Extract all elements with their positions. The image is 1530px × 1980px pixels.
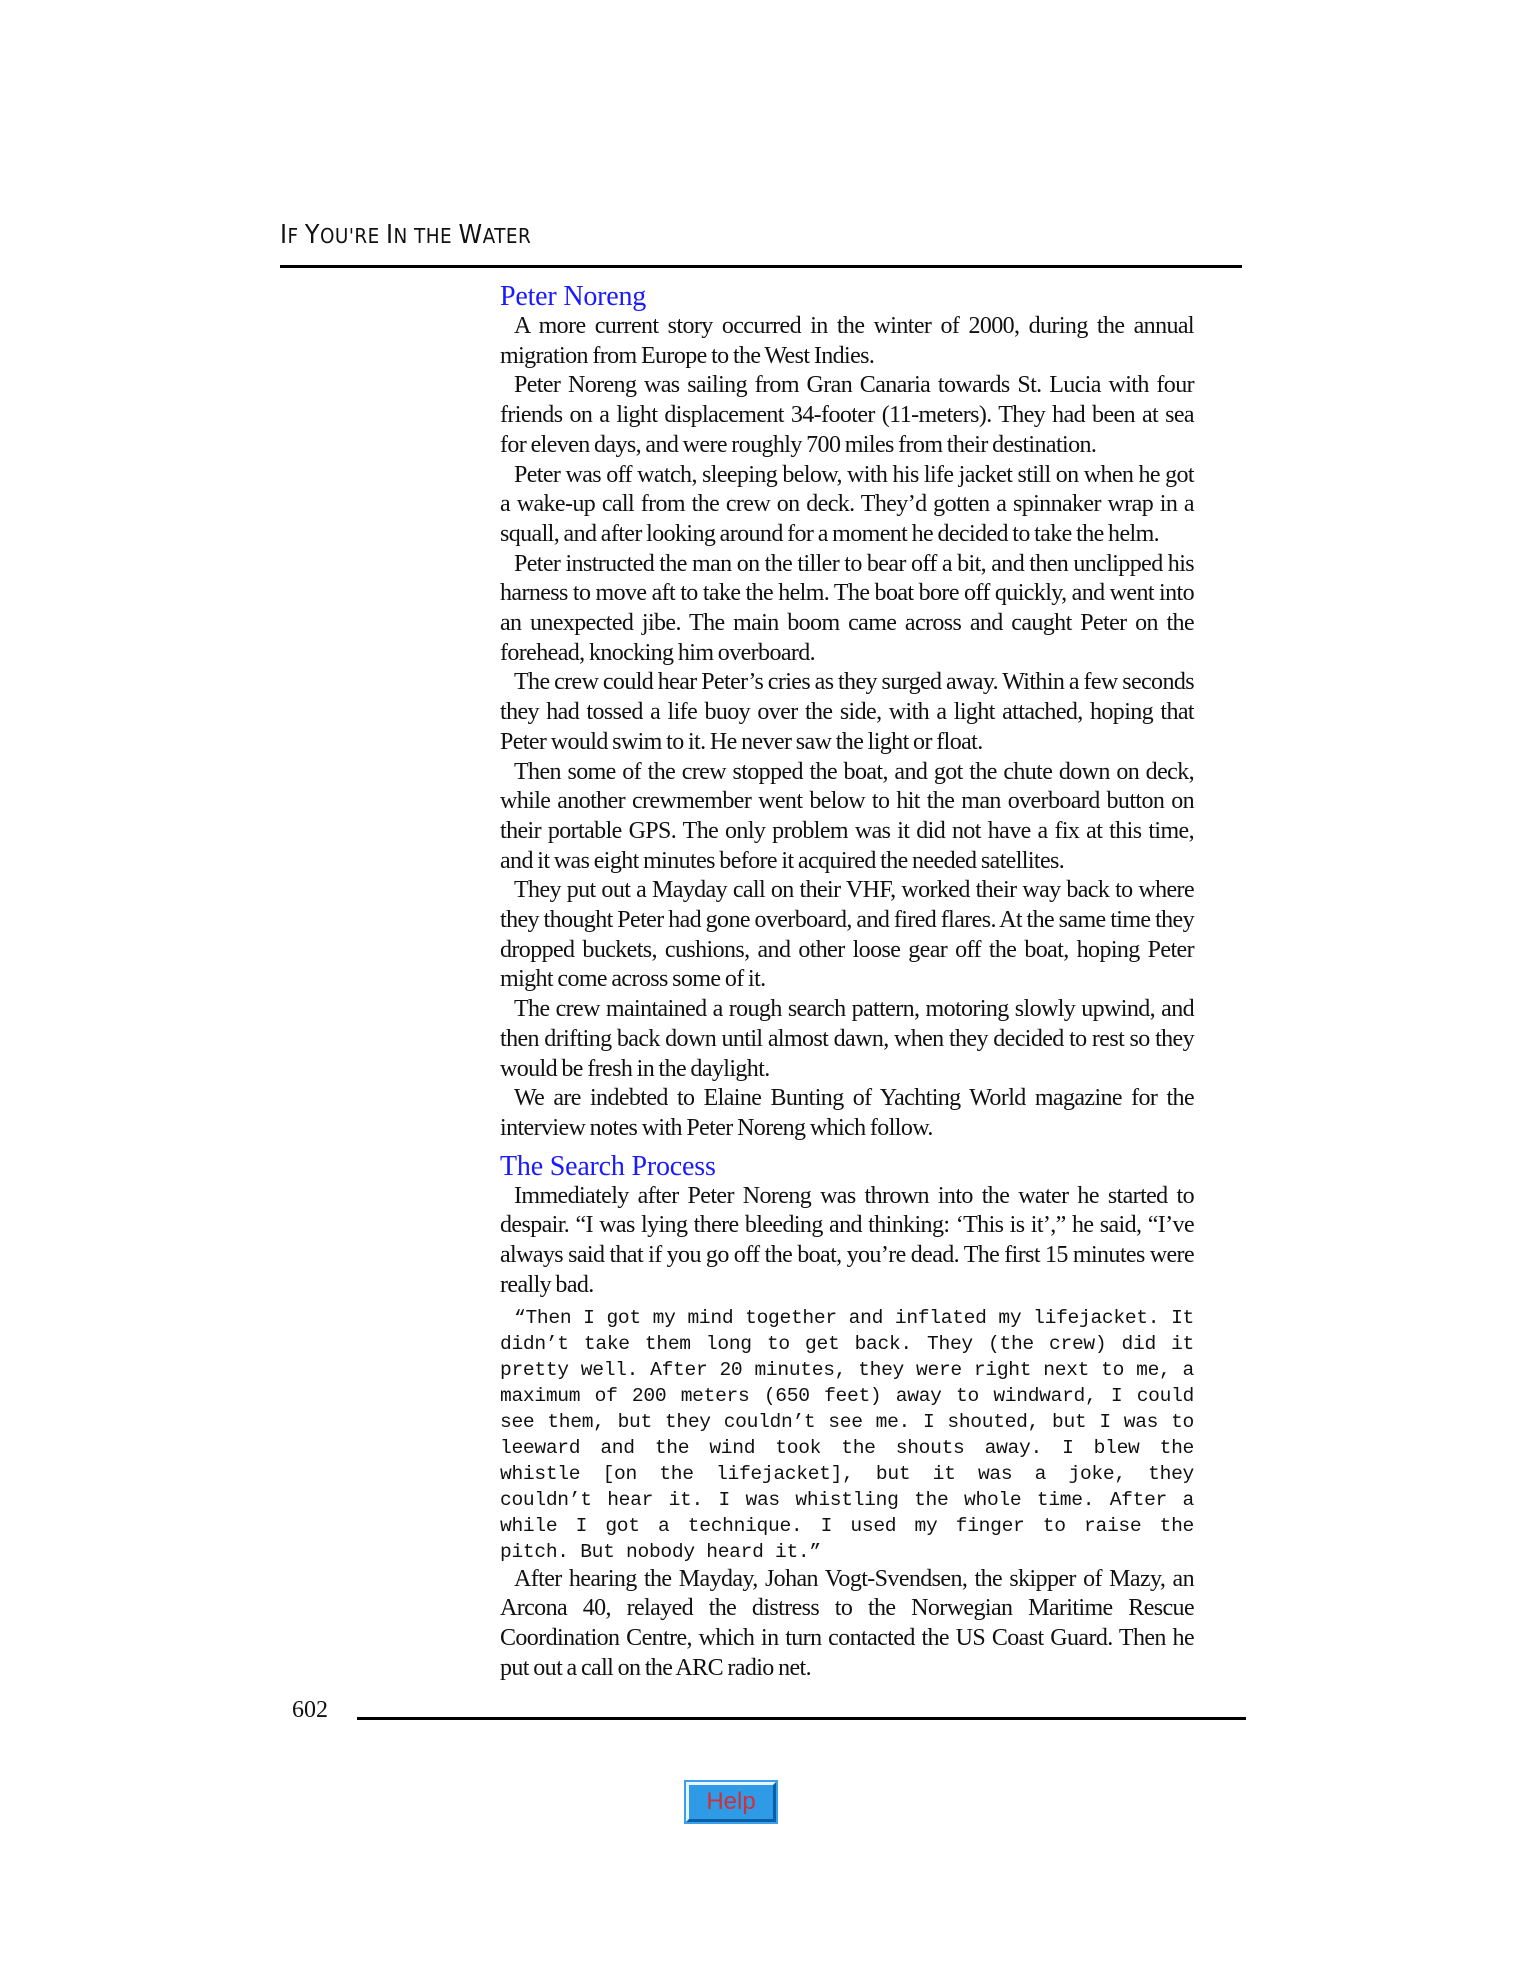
paragraph: The crew maintained a rough search pattern, motoring slowly upwind, and then drifting back down until almost dawn, when they decided to rest so they would be fresh in the daylight. [500, 996, 1194, 1082]
paragraph: They put out a Mayday call on their VHF, worked their way back to where they thought Peter had gone overboard, and fired flares. At the same time they dropped buckets, cushions, and other loose gear off the boat, hoping Peter might come across some of it. [500, 877, 1194, 993]
paragraph: Then some of the crew stopped the boat, and got the chute down on deck, while another crewmember went below to hit the man overboard button on their portable GPS. The only problem was it did not have a fix at this time, and it was eight minutes before it acquired the needed satellites. [500, 758, 1194, 874]
running-head-sc-1: F [287, 224, 305, 248]
paragraph: The crew could hear Peter’s cries as they surged away. Within a few seconds they had tossed a life buoy over the side, with a light attached, hoping that Peter would swim to it. He never saw the light or float. [500, 669, 1194, 755]
running-head-sc-2: OU'RE [319, 224, 387, 248]
running-head-sc-3: N THE [393, 224, 459, 248]
paragraph: Immediately after Peter Noreng was thrown into the water he started to despair. “I was lying there bleeding and thinking: ‘This is it’,” he said, “I’ve always said that if you go off the boat, you’re dead. The first 15 minutes were really bad. [500, 1182, 1194, 1298]
help-button[interactable]: Help [686, 1782, 776, 1822]
running-head-sc-4: ATER [482, 224, 532, 248]
paragraph: A more current story occurred in the winter of 2000, during the annual migration from Europe to the West Indies. [500, 313, 1194, 369]
section-heading-search-process: The Search Process [500, 1150, 716, 1182]
section-heading-peter-noreng: Peter Noreng [500, 281, 647, 312]
running-head-cap-2: Y [304, 220, 320, 250]
running-head-cap-1: I [280, 220, 288, 250]
page-number: 602 [292, 1697, 328, 1723]
paragraph: We are indebted to Elaine Bunting of Yachting World magazine for the interview notes with Peter Noreng which follow. [500, 1085, 1194, 1141]
paragraph: Peter was off watch, sleeping below, with his life jacket still on when he got a wake-up call from the crew on deck. They’d gotten a spinnaker wrap in a squall, and after looking around for a moment he decided to take the helm. [500, 461, 1194, 547]
running-head-cap-4: W [458, 220, 483, 250]
block-quote: “Then I got my mind together and inflated my lifejacket. It didn’t take them long to get back. They (the crew) did it pretty well. After 20 minutes, they were right next to me, a maximum of 200 meters (650 feet) away to windward, I could see them, but they couldn’t see me. I shouted, but I was to leeward and the wind took the shouts away. I blew the whistle [on the lifejacket], but it was a joke, they couldn’t hear it. I was whistling the whole time. After a while I got a technique. I used my finger to raise the pitch. But nobody heard it.” [500, 1306, 1194, 1563]
paragraph: Peter instructed the man on the tiller to bear off a bit, and then unclipped his harness to move aft to take the helm. The boat bore off quickly, and went into an unexpected jibe. The main boom came across and caught Peter on the forehead, knocking him overboard. [500, 550, 1194, 666]
page-content [500, 282, 1194, 1683]
header-rule [280, 265, 1242, 268]
paragraph: Peter Noreng was sailing from Gran Canaria towards St. Lucia with four friends on a light displacement 34-footer (11-meters). They had been at sea for eleven days, and were roughly 700 miles from their destination. [500, 372, 1194, 458]
footer-rule [357, 1717, 1246, 1720]
paragraph: After hearing the Mayday, Johan Vogt-Svendsen, the skipper of Mazy, an Arcona 40, relayed the distress to the Norwegian Maritime Rescue Coordination Centre, which in turn contacted the US Coast Guard. Then he put out a call on the ARC radio net. [500, 1565, 1194, 1681]
running-head [280, 220, 531, 250]
running-head-cap-3: I [386, 220, 394, 250]
